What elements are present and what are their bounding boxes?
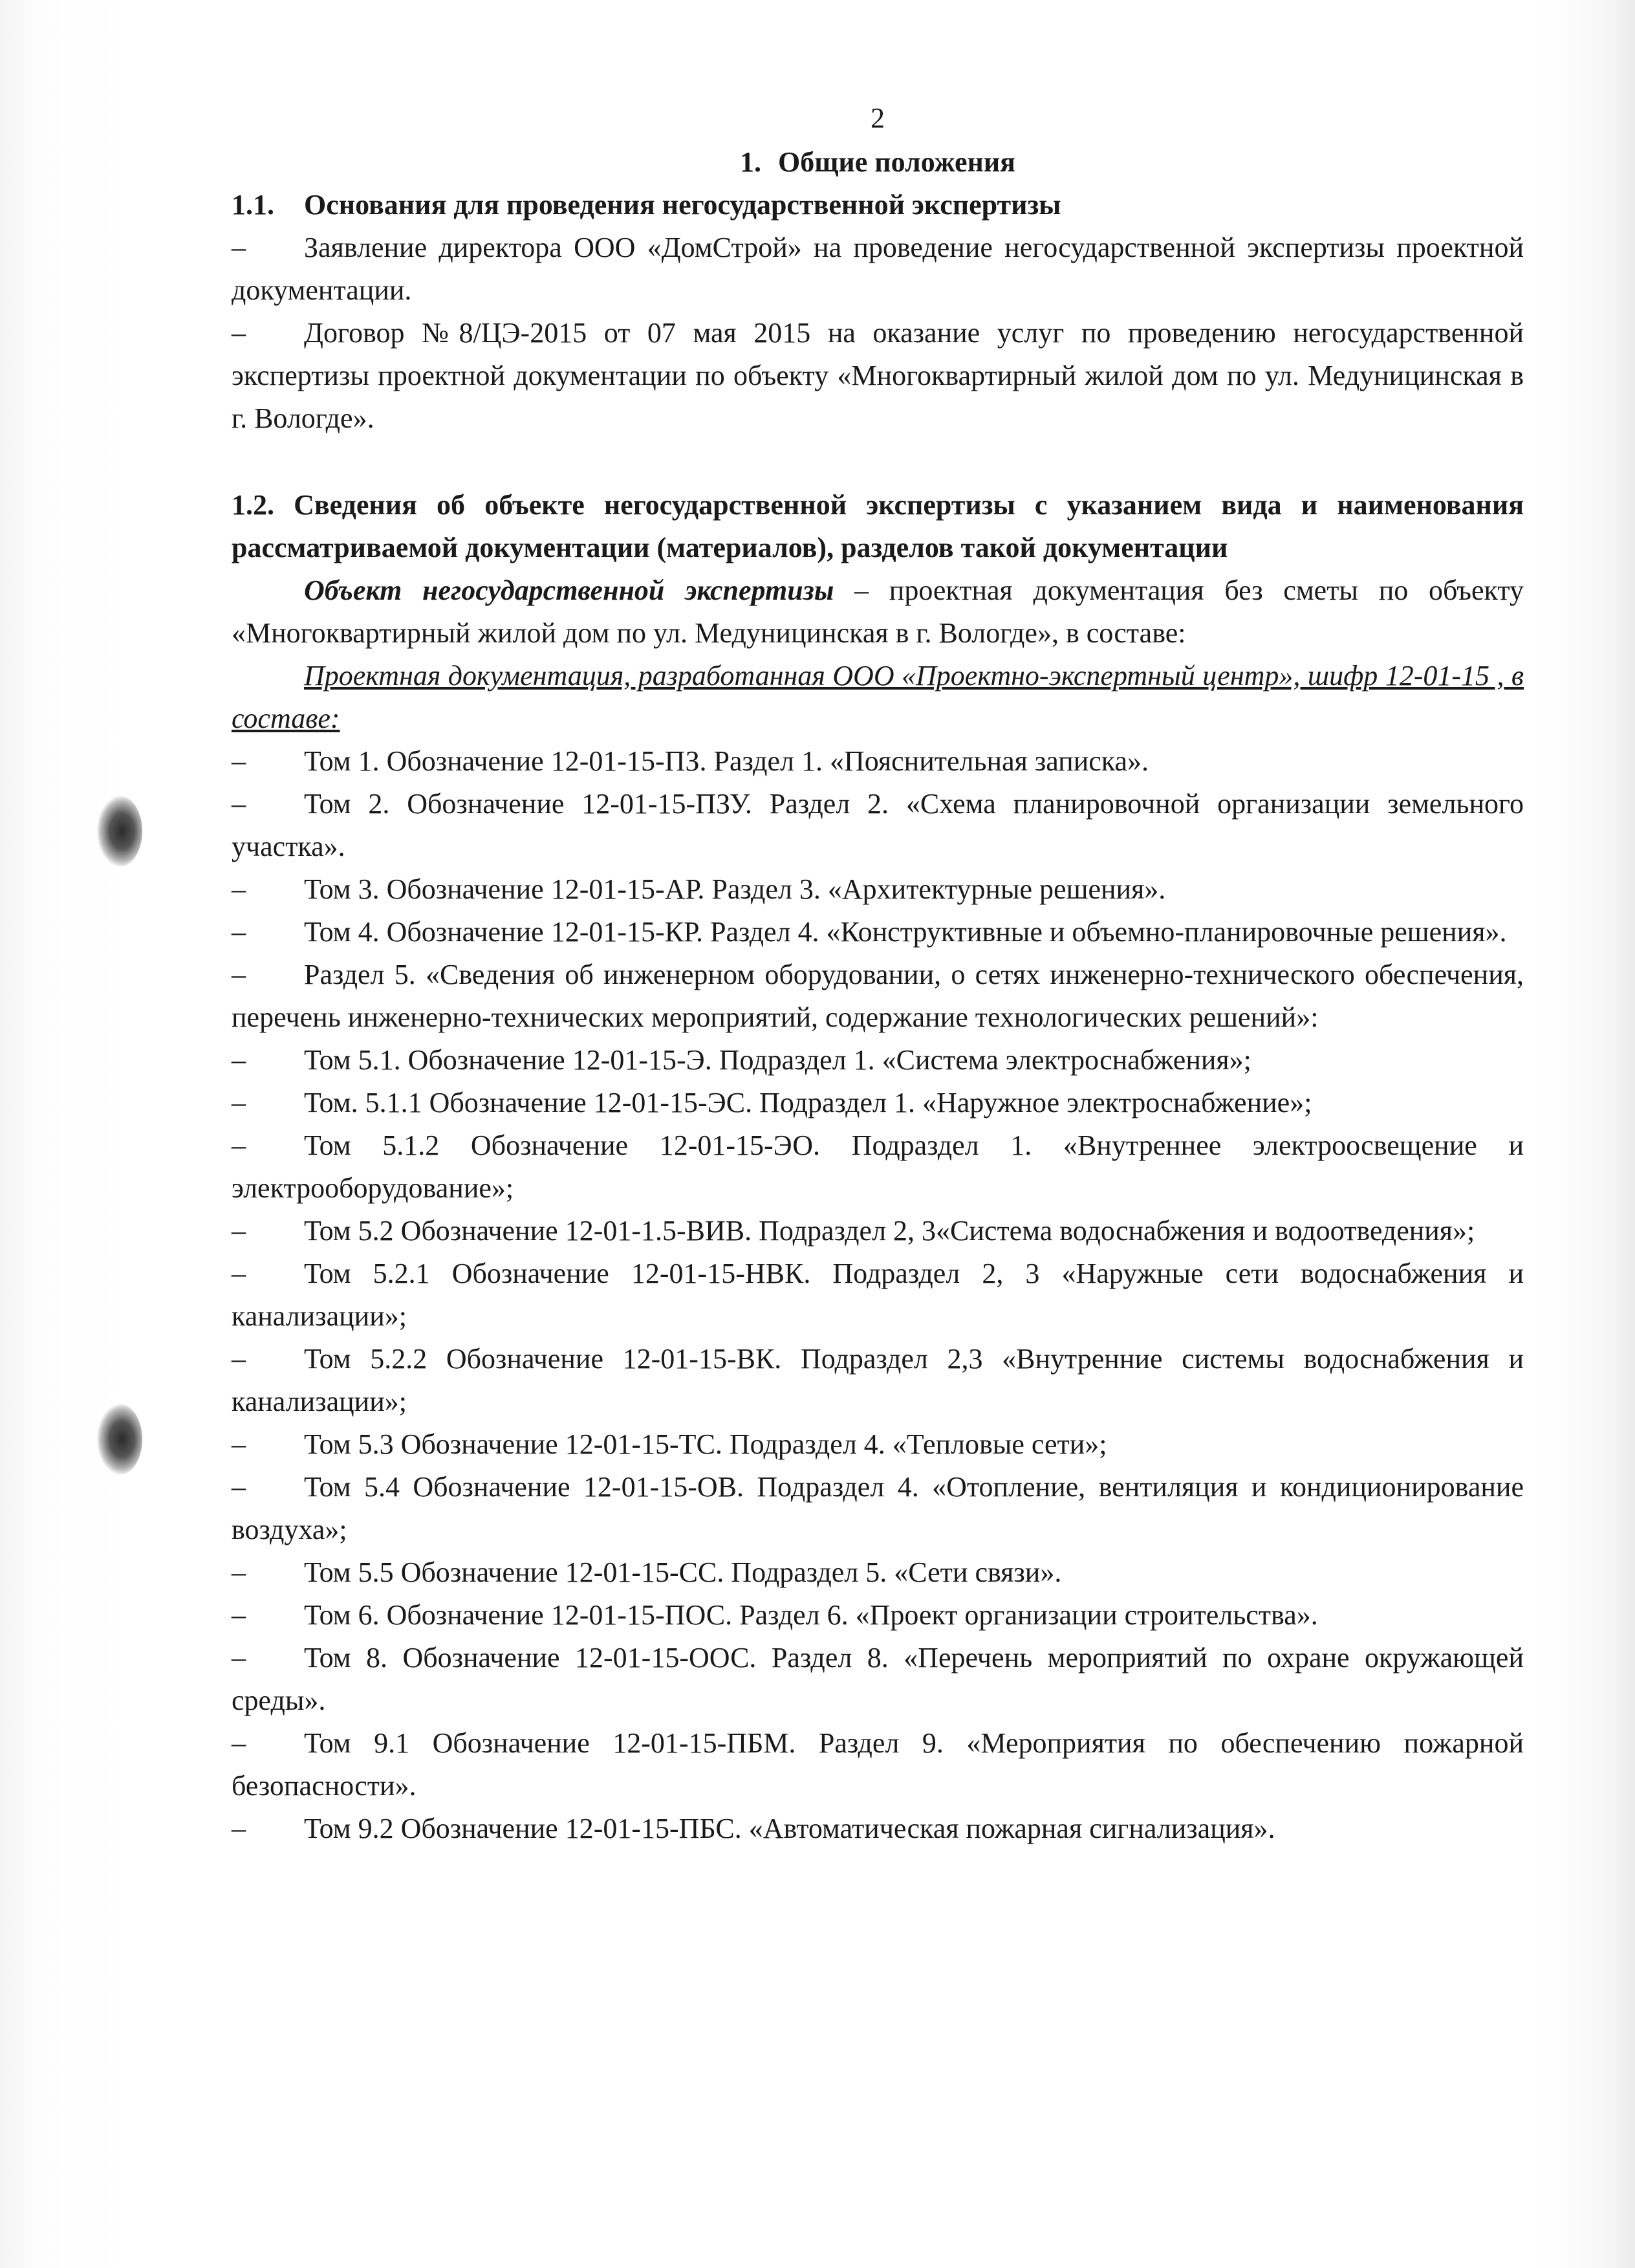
docs-heading: Проектная документация, разработанная ООО «Проектно-экспертный центр», шифр 12-01-15 , в составе: [232, 660, 1524, 734]
list-item-text: Том. 5.1.1 Обозначение 12-01-15-ЭС. Подраздел 1. «Наружное электроснабжение»; [304, 1087, 1312, 1118]
dash-marker: – [232, 959, 246, 990]
list-item [232, 226, 1524, 312]
dash-marker: – [232, 916, 246, 948]
dash-marker: – [232, 1556, 246, 1588]
subsection-number: 1.2. [232, 489, 274, 521]
subsection-heading [232, 184, 1524, 226]
subsection-number: 1.1. [232, 189, 274, 221]
list-item [232, 868, 1524, 911]
object-label: Объект негосударственной экспертизы [304, 574, 834, 606]
list-item-text: Том 9.1 Обозначение 12-01-15-ПБМ. Раздел 9. «Мероприятия по обеспечению пожарной безопасности». [232, 1727, 1524, 1802]
dash-marker: – [232, 1813, 246, 1844]
list-item [232, 1722, 1524, 1807]
list-item-text: Том 5.2 Обозначение 12-01-1.5-ВИВ. Подраздел 2, 3«Система водоснабжения и водоотведения»; [304, 1215, 1475, 1247]
list-item [232, 1252, 1524, 1338]
list-item-text: Том 5.3 Обозначение 12-01-15-ТС. Подраздел 4. «Тепловые сети»; [304, 1428, 1107, 1460]
list-item-text: Том 5.1. Обозначение 12-01-15-Э. Подраздел 1. «Система электроснабжения»; [304, 1044, 1251, 1076]
document-body [232, 97, 1524, 1850]
list-item-text: Том 5.4 Обозначение 12-01-15-ОВ. Подраздел 4. «Отопление, вентиляция и кондиционирование воздуха»; [232, 1471, 1524, 1545]
dash-marker: – [232, 232, 246, 263]
list-item [232, 1551, 1524, 1594]
list-item [232, 1807, 1524, 1850]
list-item-text: Том 4. Обозначение 12-01-15-КР. Раздел 4. «Конструктивные и объемно-планировочные решения». [304, 916, 1507, 948]
list-item [232, 783, 1524, 868]
object-text: – проектная документация без сметы по объекту «Многоквартирный жилой дом по ул. Медуницинская в г. Вологде», в составе: [232, 574, 1524, 649]
punch-hole [97, 1404, 142, 1475]
list-item [232, 740, 1524, 783]
list-item-text: Том 8. Обозначение 12-01-15-ООС. Раздел 8. «Перечень мероприятий по охране окружающей среды». [232, 1642, 1524, 1716]
list-item-text: Том 5.1.2 Обозначение 12-01-15-ЭО. Подраздел 1. «Внутреннее электроосвещение и электрооборудование»; [232, 1129, 1524, 1204]
list-item [232, 911, 1524, 954]
subsection-heading [232, 484, 1524, 569]
section-number: 1. [740, 146, 761, 178]
list-item-text: Том 1. Обозначение 12-01-15-ПЗ. Раздел 1. «Пояснительная записка». [304, 745, 1149, 777]
dash-marker: – [232, 873, 246, 905]
section-title: Общие положения [778, 146, 1015, 178]
list-item [232, 1082, 1524, 1124]
list-item [232, 1594, 1524, 1637]
dash-marker: – [232, 1642, 246, 1674]
list-item-text: Заявление директора ООО «ДомСтрой» на проведение негосударственной экспертизы проектной документации. [232, 232, 1524, 306]
list-item [232, 1466, 1524, 1551]
dash-marker: – [232, 1428, 246, 1460]
section-heading [232, 141, 1524, 184]
list-item-text: Том 5.2.2 Обозначение 12-01-15-ВК. Подраздел 2,3 «Внутренние системы водоснабжения и канализации»; [232, 1343, 1524, 1417]
list-item-text: Том 3. Обозначение 12-01-15-АР. Раздел 3. «Архитектурные решения». [304, 873, 1166, 905]
list-item [232, 954, 1524, 1039]
list-item-text: Том 2. Обозначение 12-01-15-ПЗУ. Раздел 2. «Схема планировочной организации земельного участка». [232, 788, 1524, 862]
dash-marker: – [232, 1343, 246, 1375]
dash-marker: – [232, 1044, 246, 1076]
object-paragraph [232, 569, 1524, 655]
list-item [232, 312, 1524, 440]
list-item-text: Договор №8/ЦЭ-2015 от 07 мая 2015 на оказание услуг по проведению негосударственной экспертизы проектной документации по объекту «Многоквартирный жилой дом по ул. Медуницинская в г. Вологде». [232, 317, 1524, 434]
dash-marker: – [232, 1258, 246, 1289]
page-number: 2 [871, 102, 885, 134]
dash-marker: – [232, 1727, 246, 1759]
subsection-title: Сведения об объекте негосударственной экспертизы с указанием вида и наименования рассматриваемой документации (материалов), разделов такой документации [232, 489, 1524, 563]
dash-marker: – [232, 1087, 246, 1118]
list-item-text: Том 6. Обозначение 12-01-15-ПОС. Раздел 6. «Проект организации строительства». [304, 1599, 1318, 1631]
dash-marker: – [232, 1215, 246, 1247]
list-item [232, 1423, 1524, 1466]
list-item-text: Раздел 5. «Сведения об инженерном оборудовании, о сетях инженерно-технического обеспечения, перечень инженерно-технических мероприятий, содержание технологических решений»: [232, 959, 1524, 1033]
punch-hole [97, 796, 142, 867]
subsection-title: Основания для проведения негосударственной экспертизы [304, 189, 1061, 221]
dash-marker: – [232, 1471, 246, 1503]
list-item [232, 1637, 1524, 1722]
list-item-text: Том 9.2 Обозначение 12-01-15-ПБС. «Автоматическая пожарная сигнализация». [304, 1813, 1275, 1844]
list-item [232, 1124, 1524, 1210]
dash-marker: – [232, 1129, 246, 1161]
dash-marker: – [232, 317, 246, 349]
list-item-text: Том 5.2.1 Обозначение 12-01-15-НВК. Подраздел 2, 3 «Наружные сети водоснабжения и канализации»; [232, 1258, 1524, 1332]
docs-heading-paragraph [232, 655, 1524, 740]
dash-marker: – [232, 1599, 246, 1631]
dash-marker: – [232, 788, 246, 820]
list-item-text: Том 5.5 Обозначение 12-01-15-СС. Подраздел 5. «Сети связи». [304, 1556, 1062, 1588]
dash-marker: – [232, 745, 246, 777]
list-item [232, 1338, 1524, 1423]
list-item [232, 1039, 1524, 1082]
list-item [232, 1210, 1524, 1252]
